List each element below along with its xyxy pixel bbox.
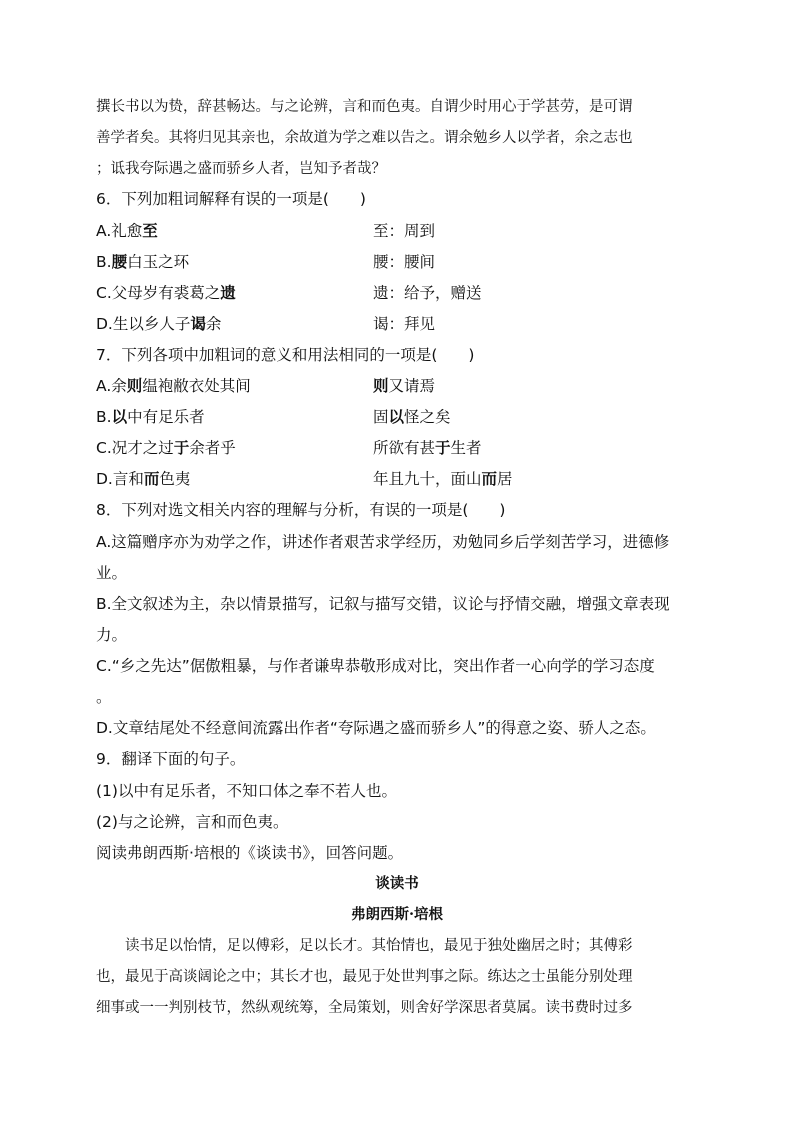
question-9-stem: 9．翻译下面的句子。 bbox=[96, 750, 246, 768]
bold-word: 于 bbox=[173, 439, 190, 457]
question-8-line: 力。 bbox=[96, 626, 128, 644]
question-7-option-d-right bbox=[373, 469, 513, 489]
option-text: A.余 bbox=[96, 377, 127, 395]
question-8-line: 业。 bbox=[96, 564, 128, 582]
passage-line-3: ；诋我夸际遇之盛而骄乡人者，岂知予者哉？ bbox=[96, 161, 386, 177]
option-text: C.况才之过 bbox=[96, 439, 174, 457]
question-8-line: B.全文叙述为主，杂以情景描写，记叙与描写交错，议论与抒情交融，增强文章表现 bbox=[96, 595, 670, 613]
question-9-item-2: (2)与之论辨，言和而色夷。 bbox=[96, 813, 289, 831]
option-text: 固 bbox=[373, 408, 389, 426]
question-8-line: A.这篇赠序亦为劝学之作，讲述作者艰苦求学经历，劝勉同乡后学刻苦学习，进德修 bbox=[96, 533, 670, 551]
option-text: 所欲有甚 bbox=[373, 439, 436, 457]
option-text-tail: 余者乎 bbox=[189, 439, 236, 457]
question-8-stem: 8．下列对选文相关内容的理解与分析，有误的一项是( ) bbox=[96, 501, 506, 519]
question-7-option-d-left bbox=[96, 469, 190, 489]
option-text-tail: 白玉之环 bbox=[127, 253, 190, 271]
essay-line: 读书足以怡情，足以傅彩，足以长才。其怡情也，最见于独处幽居之时；其傅彩 bbox=[96, 938, 633, 954]
essay-line: 细事或一一判别枝节，然纵观统筹，全局策划，则舍好学深思者莫属。读书费时过多 bbox=[96, 1000, 633, 1016]
passage-line-1: 撰长书以为贽，辞甚畅达。与之论辨，言和而色夷。自谓少时用心于学甚劳，是可谓 bbox=[96, 99, 633, 115]
essay-line: 也，最见于高谈阔论之中；其长才也，最见于处世判事之际。练达之士虽能分别处理 bbox=[96, 969, 633, 985]
question-8-line: C.“乡之先达”倨傲粗暴，与作者谦卑恭敬形成对比，突出作者一心向学的学习态度 bbox=[96, 657, 655, 675]
bold-word: 腰 bbox=[111, 253, 128, 271]
bold-word: 以 bbox=[111, 408, 128, 426]
question-8-line: 。 bbox=[96, 688, 112, 706]
question-7-option-b-right bbox=[373, 407, 451, 427]
bold-word: 而 bbox=[481, 470, 498, 488]
option-text: C.父母岁有裘葛之 bbox=[96, 284, 221, 302]
option-text: A.礼愈 bbox=[96, 222, 143, 240]
option-text-tail: 余 bbox=[205, 315, 222, 333]
option-text: B. bbox=[96, 253, 112, 271]
question-6-gloss-a: 至：周到 bbox=[373, 222, 436, 240]
bold-word: 以 bbox=[388, 408, 405, 426]
option-text-tail: 缊袍敝衣处其间 bbox=[142, 377, 251, 395]
bold-word: 则 bbox=[126, 377, 143, 395]
question-6-option-a bbox=[96, 221, 158, 241]
question-7-option-b-left bbox=[96, 407, 205, 427]
reading-intro: 阅读弗朗西斯·培根的《谈读书》，回答问题。 bbox=[96, 844, 404, 862]
question-8-line: D.文章结尾处不经意间流露出作者“夸际遇之盛而骄乡人”的得意之姿、骄人之态。 bbox=[96, 719, 656, 737]
bold-word: 至 bbox=[142, 222, 158, 240]
question-7-stem: 7．下列各项中加粗词的意义和用法相同的一项是( ) bbox=[96, 346, 475, 364]
question-6-option-b bbox=[96, 252, 189, 272]
essay-title: 谈读书 bbox=[375, 875, 419, 892]
option-text: B. bbox=[96, 408, 112, 426]
question-9-item-1: (1)以中有足乐者，不知口体之奉不若人也。 bbox=[96, 782, 397, 800]
essay-author: 弗朗西斯·培根 bbox=[350, 906, 444, 923]
question-7-option-a-right bbox=[373, 376, 435, 396]
bold-word: 谒 bbox=[190, 315, 206, 333]
bold-word: 而 bbox=[143, 470, 160, 488]
bold-word: 遗 bbox=[220, 284, 236, 302]
option-text-tail: 色夷 bbox=[159, 470, 191, 488]
question-6-gloss-d: 谒：拜见 bbox=[373, 315, 436, 333]
question-6-stem: 6．下列加粗词解释有误的一项是( ) bbox=[96, 190, 366, 208]
question-6-gloss-c: 遗：给予，赠送 bbox=[373, 284, 482, 302]
bold-word: 于 bbox=[435, 439, 451, 457]
option-text-tail: 中有足乐者 bbox=[127, 408, 205, 426]
question-7-option-c-right bbox=[373, 438, 482, 458]
passage-line-2: 善学者矣。其将归见其亲也，余故道为学之难以告之。谓余勉乡人以学者，余之志也 bbox=[96, 130, 633, 146]
question-6-option-c bbox=[96, 283, 236, 303]
option-text-tail: 居 bbox=[497, 470, 513, 488]
option-text-tail: 生者 bbox=[450, 439, 482, 457]
option-text: D.言和 bbox=[96, 470, 144, 488]
question-7-option-a-left bbox=[96, 376, 251, 396]
bold-word: 则 bbox=[373, 377, 389, 395]
option-text-tail: 怪之矣 bbox=[404, 408, 451, 426]
option-text: 年且九十，面山 bbox=[373, 470, 482, 488]
question-7-option-c-left bbox=[96, 438, 236, 458]
question-6-option-d bbox=[96, 314, 221, 334]
option-text-tail: 又请焉 bbox=[388, 377, 436, 395]
question-6-gloss-b: 腰：腰间 bbox=[373, 253, 436, 271]
option-text: D.生以乡人子 bbox=[96, 315, 191, 333]
